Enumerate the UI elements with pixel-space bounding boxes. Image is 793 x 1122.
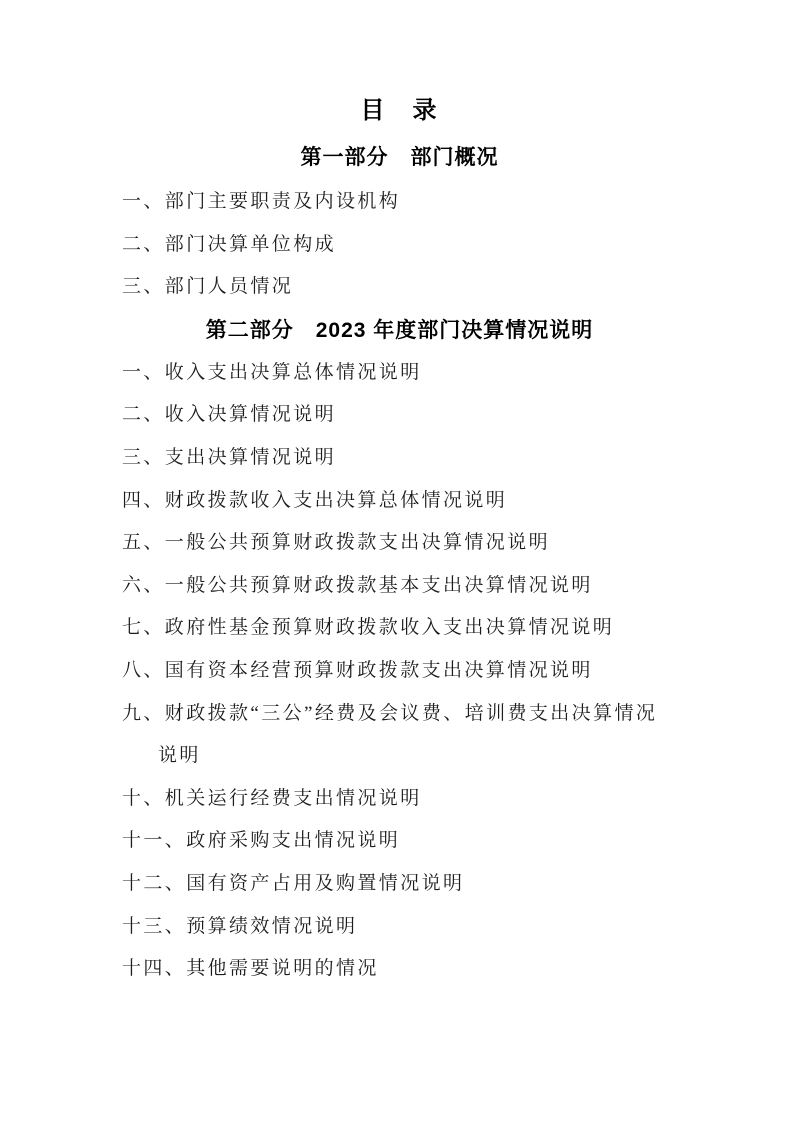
toc-section xyxy=(122,138,677,309)
toc-item: 二、部门决算单位构成 xyxy=(122,233,337,255)
toc-item: 十、机关运行经费支出情况说明 xyxy=(122,787,422,809)
toc-item: 十四、其他需要说明的情况 xyxy=(122,958,379,980)
toc-item: 四、财政拨款收入支出决算总体情况说明 xyxy=(122,489,508,511)
toc-item: 二、收入决算情况说明 xyxy=(122,404,337,426)
toc-item: 十三、预算绩效情况说明 xyxy=(122,915,358,937)
toc-item: 六、一般公共预算财政拨款基本支出决算情况说明 xyxy=(122,574,593,596)
toc-item: 五、一般公共预算财政拨款支出决算情况说明 xyxy=(122,532,551,554)
toc-body xyxy=(122,138,677,991)
section-items xyxy=(122,352,677,991)
toc-item: 九、财政拨款“三公”经费及会议费、培训费支出决算情况说明 xyxy=(122,702,658,767)
section-heading: 第二部分 2023 年度部门决算情况说明 xyxy=(205,318,594,342)
toc-item: 一、收入支出决算总体情况说明 xyxy=(122,361,422,383)
toc-title: 目 录 xyxy=(360,97,439,124)
section-heading: 第一部分 部门概况 xyxy=(300,146,499,169)
toc-item: 八、国有资本经营预算财政拨款支出决算情况说明 xyxy=(122,659,593,681)
toc-item: 一、部门主要职责及内设机构 xyxy=(122,191,401,212)
section-items xyxy=(122,181,677,309)
toc-section xyxy=(122,309,677,991)
toc-item: 十一、政府采购支出情况说明 xyxy=(122,830,401,852)
toc-item: 三、部门人员情况 xyxy=(122,276,294,298)
toc-item: 七、政府性基金预算财政拨款收入支出决算情况说明 xyxy=(122,617,615,639)
toc-item: 三、支出决算情况说明 xyxy=(122,446,337,468)
toc-item: 十二、国有资产占用及购置情况说明 xyxy=(122,872,465,894)
